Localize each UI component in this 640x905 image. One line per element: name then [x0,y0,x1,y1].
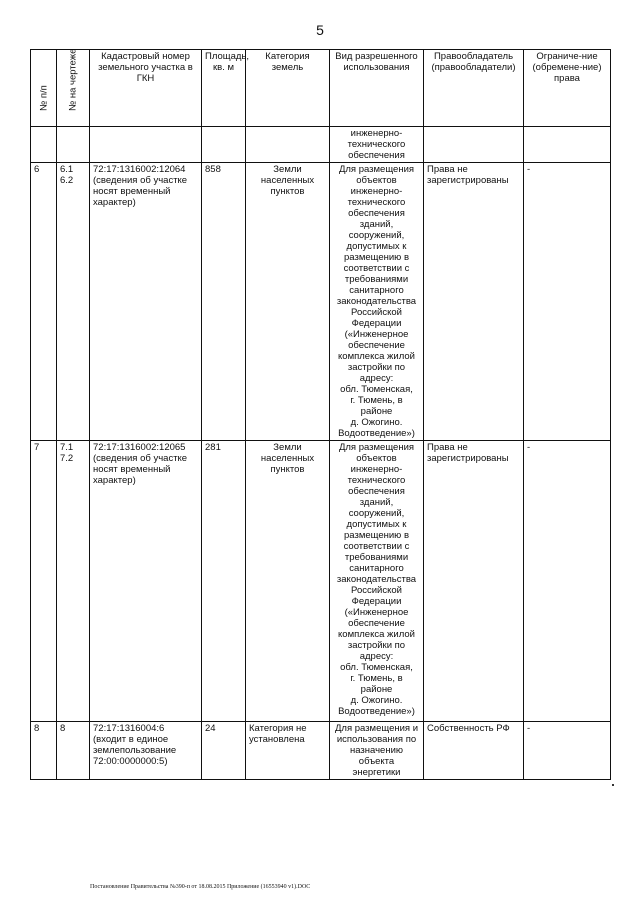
row-cadastral: 72:17:1316004:6 (входит в единое землепользование 72:00:0000000:5) [90,722,202,780]
page-number: 5 [316,22,324,38]
row-drawing: 8 [57,722,90,780]
row-drawing: 7.1 7.2 [57,441,90,722]
row-holder: Права не зарегистрированы [424,163,524,441]
document-footer: Постановление Правительства №390-п от 18.08.2015 Приложение (16553940 v1).DOC [90,884,311,890]
row-category: Земли населенных пунктов [246,441,330,722]
row-use: Для размещения объектов инженерно- технического обеспечения зданий, сооружений, допустимых к размещению в соответствии с требованиями санитарного законодательства Российской Федерации («Инженерное обеспечение комплекса жилой застройки по адресу: обл. Тюменская, г. Тюмень, в районе д. Ожогино. Водоотведение») [330,163,424,441]
row-num: 7 [31,441,57,722]
row-holder: Собственность РФ [424,722,524,780]
land-plots-table [30,49,611,780]
header-cadastral: Кадастровый номер земельного участка в ГКН [90,50,202,127]
row-cadastral: 72:17:1316002:12065 (сведения об участке носят временный характер) [90,441,202,722]
row-restriction: - [524,722,611,780]
row-num: 6 [31,163,57,441]
row-restriction: - [524,163,611,441]
row-use: Для размещения и использования по назначению объекта энергетики [330,722,424,780]
header-category: Категория земель [246,50,330,127]
header-restrictions: Ограниче-ние (обремене-ние) права [524,50,611,127]
header-drawing-num: № на чертеже [57,50,90,127]
header-area: Площадь, кв. м [202,50,246,127]
table-row [31,163,611,441]
row-restriction: - [524,441,611,722]
header-holder: Правообладатель (правообладатели) [424,50,524,127]
continuation-use: инженерно- технического обеспечения [330,127,424,163]
row-drawing: 6.1 6.2 [57,163,90,441]
header-row [31,50,611,127]
table-row [31,441,611,722]
row-category: Категория не установлена [246,722,330,780]
table-row [31,722,611,780]
scan-artifact [612,784,614,786]
header-use: Вид разрешенного использования [330,50,424,127]
row-num: 8 [31,722,57,780]
continuation-row [31,127,611,163]
row-area: 24 [202,722,246,780]
row-cadastral: 72:17:1316002:12064 (сведения об участке носят временный характер) [90,163,202,441]
row-area: 858 [202,163,246,441]
header-num: № п/п [31,50,57,127]
row-area: 281 [202,441,246,722]
row-category: Земли населенных пунктов [246,163,330,441]
row-holder: Права не зарегистрированы [424,441,524,722]
row-use: Для размещения объектов инженерно- технического обеспечения зданий, сооружений, допустимых к размещению в соответствии с требованиями санитарного законодательства Российской Федерации («Инженерное обеспечение комплекса жилой застройки по адресу: обл. Тюменская, г. Тюмень, в районе д. Ожогино. Водоотведение») [330,441,424,722]
